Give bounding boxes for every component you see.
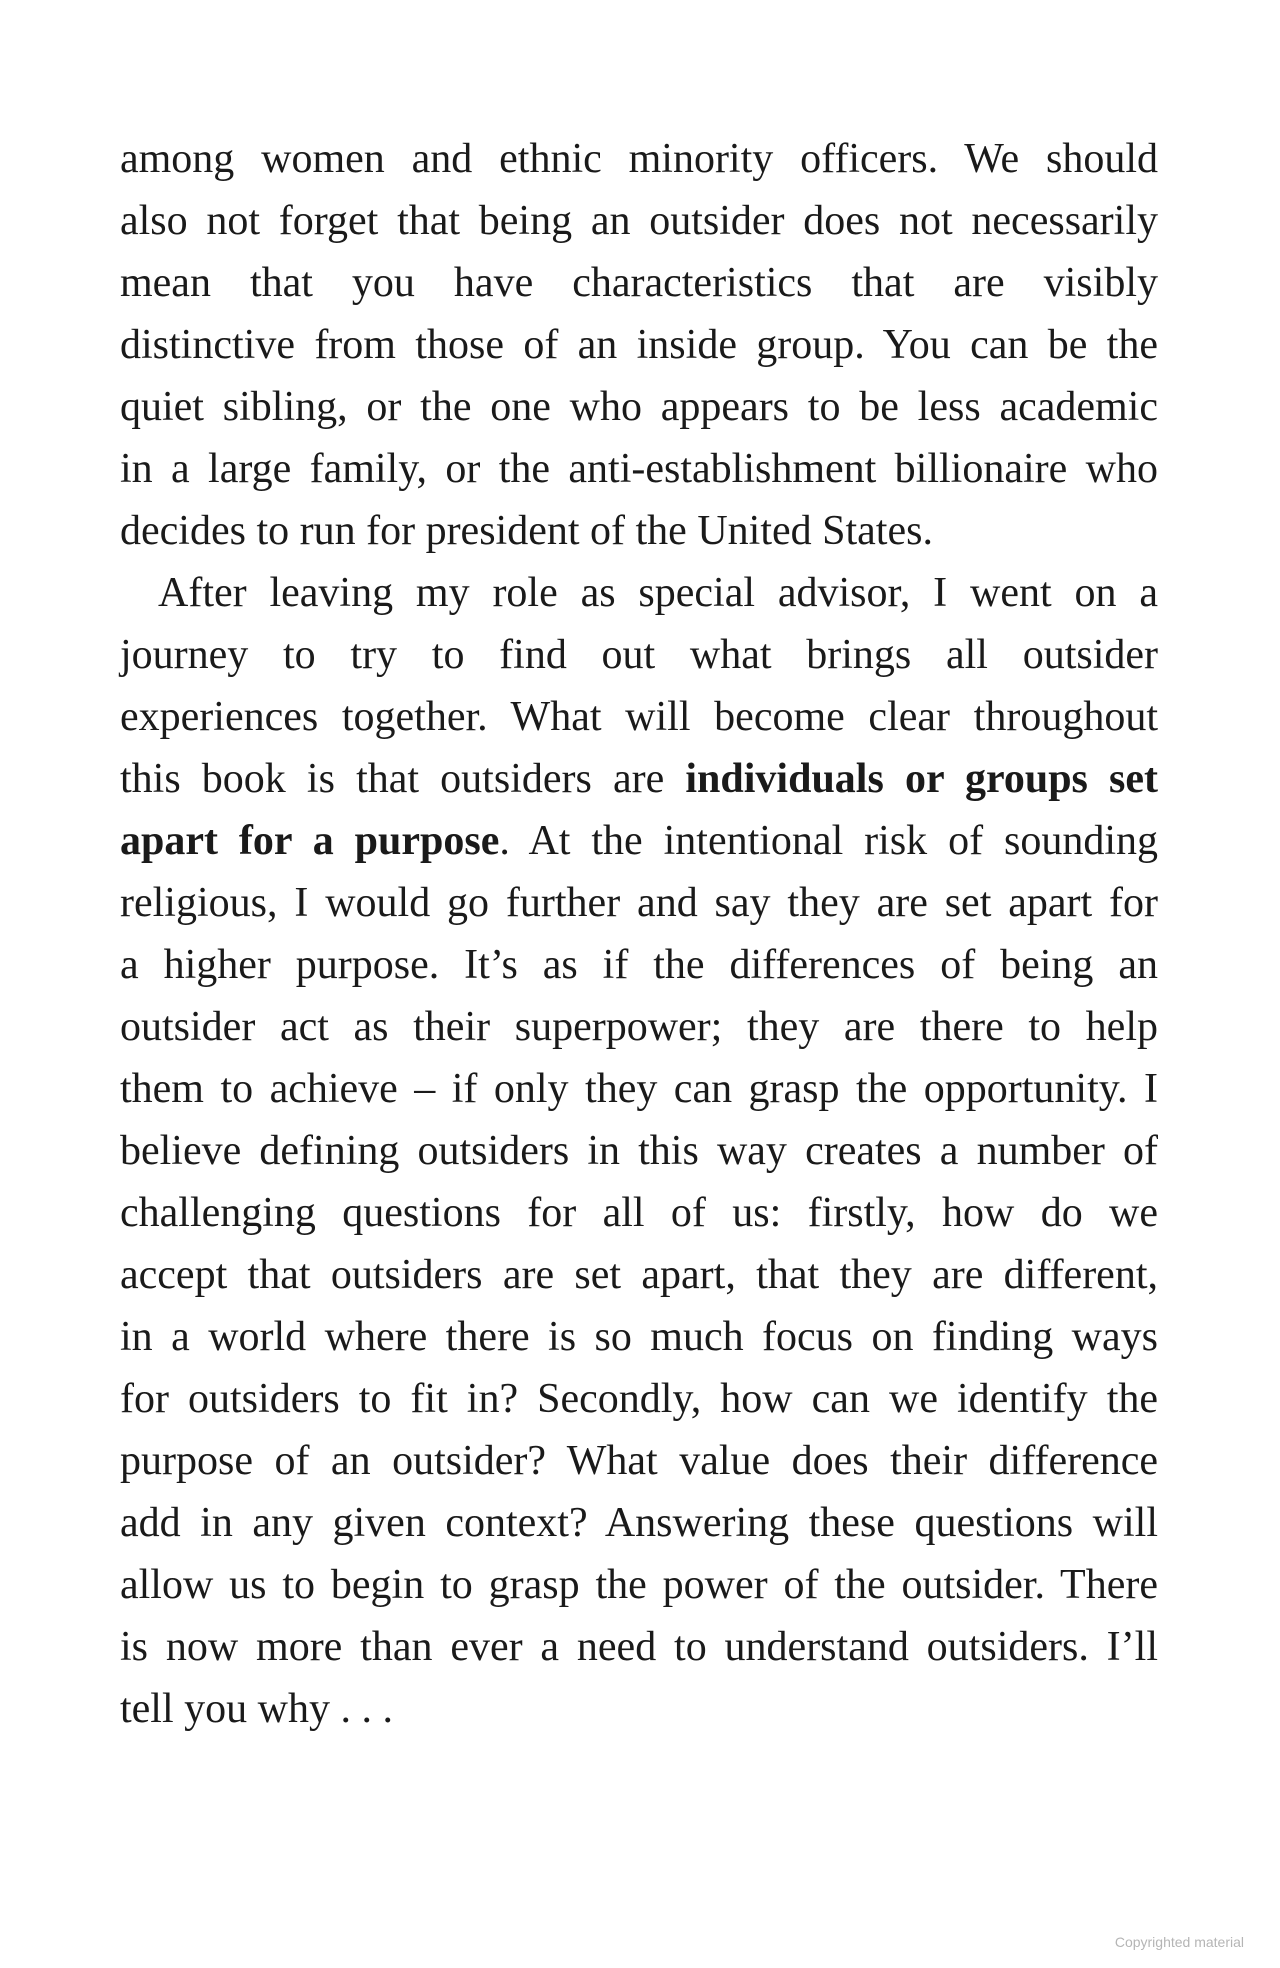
text-line: mean that you have characteristics that are visibly — [120, 260, 1158, 306]
text-line: for outsiders to fit in? Secondly, how can we identify the — [120, 1376, 1158, 1422]
text-line: in a world where there is so much focus on finding ways — [120, 1314, 1158, 1360]
bold-definition-part-2: apart for a purpose — [120, 818, 500, 864]
text-line: religious, I would go further and say they are set apart for — [120, 880, 1158, 926]
text-line: distinctive from those of an inside group. You can be the — [120, 322, 1158, 368]
text-line: them to achieve – if only they can grasp the opportunity. I — [120, 1066, 1158, 1112]
text-line-with-bold — [120, 748, 1158, 810]
text-line: purpose of an outsider? What value does their difference — [120, 1438, 1158, 1484]
text-line: outsider act as their superpower; they are there to help — [120, 1004, 1158, 1050]
text-line: challenging questions for all of us: firstly, how do we — [120, 1190, 1158, 1236]
text-line: believe defining outsiders in this way creates a number of — [120, 1128, 1158, 1174]
paragraph-2 — [120, 562, 1158, 1740]
text-line: in a large family, or the anti-establishment billionaire who — [120, 446, 1158, 492]
paragraph-1 — [120, 128, 1158, 562]
copyright-note: Copyrighted material — [1114, 1934, 1244, 1950]
text-line: tell you why . . . — [120, 1686, 393, 1732]
text-line: among women and ethnic minority officers. We should — [120, 136, 1158, 182]
text-line: add in any given context? Answering these questions will — [120, 1500, 1158, 1546]
text-line: experiences together. What will become clear throughout — [120, 694, 1158, 740]
text-line: accept that outsiders are set apart, that they are different, — [120, 1252, 1158, 1298]
text-line: also not forget that being an outsider does not necessarily — [120, 198, 1158, 244]
text-line: a higher purpose. It’s as if the differences of being an — [120, 942, 1158, 988]
text-line: allow us to begin to grasp the power of the outsider. There — [120, 1562, 1158, 1608]
text-line: decides to run for president of the United States. — [120, 508, 933, 554]
text-line: journey to try to find out what brings all outsider — [120, 632, 1158, 678]
bold-definition-part-1: individuals or groups set — [685, 756, 1158, 802]
text-segment: this book is that outsiders are — [120, 756, 686, 802]
text-line: is now more than ever a need to understand outsiders. I’ll — [120, 1624, 1158, 1670]
book-page — [120, 128, 1158, 1740]
text-line-with-bold — [120, 810, 1158, 872]
text-line: quiet sibling, or the one who appears to be less academic — [120, 384, 1158, 430]
text-segment: . At the intentional risk of sounding — [499, 818, 1159, 864]
text-line: After leaving my role as special advisor, I went on a — [158, 570, 1158, 616]
